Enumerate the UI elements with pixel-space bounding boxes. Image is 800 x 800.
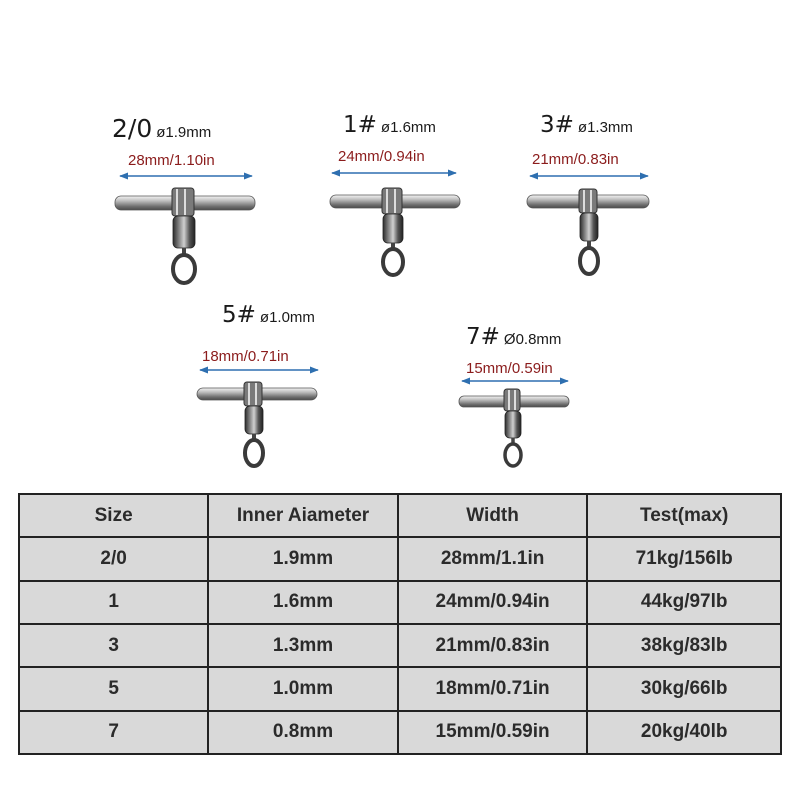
swivel-1-image: [330, 188, 460, 275]
swivel-width-label: 28mm/1.10in: [128, 152, 215, 169]
cell-size: 1: [19, 581, 208, 624]
cell-inner-diameter: 1.9mm: [208, 537, 397, 580]
size-text: 7#: [466, 324, 500, 350]
cell-test-max: 71kg/156lb: [587, 537, 781, 580]
cell-inner-diameter: 1.0mm: [208, 667, 397, 710]
cell-test-max: 30kg/66lb: [587, 667, 781, 710]
diameter-text: ø1.3mm: [577, 119, 633, 136]
cell-size: 7: [19, 711, 208, 754]
swivel-5-image: [197, 382, 317, 466]
table-row: [19, 537, 781, 580]
header-size: Size: [19, 494, 208, 537]
cell-inner-diameter: 1.3mm: [208, 624, 397, 667]
cell-width: 18mm/0.71in: [398, 667, 588, 710]
table-row: [19, 711, 781, 754]
cell-size: 5: [19, 667, 208, 710]
cell-inner-diameter: 0.8mm: [208, 711, 397, 754]
cell-width: 24mm/0.94in: [398, 581, 588, 624]
table-row: [19, 667, 781, 710]
cell-test-max: 38kg/83lb: [587, 624, 781, 667]
diameter-text: Ø0.8mm: [503, 331, 562, 348]
cell-width: 28mm/1.1in: [398, 537, 588, 580]
diameter-text: ø1.0mm: [259, 309, 315, 326]
size-text: 5#: [222, 302, 256, 328]
cell-width: 15mm/0.59in: [398, 711, 588, 754]
swivel-2-0-image: [115, 188, 255, 283]
swivel-3-image: [527, 189, 649, 274]
swivel-width-label: 18mm/0.71in: [202, 348, 289, 365]
table-row: [19, 624, 781, 667]
cell-test-max: 20kg/40lb: [587, 711, 781, 754]
size-text: 3#: [540, 112, 574, 138]
cell-inner-diameter: 1.6mm: [208, 581, 397, 624]
swivel-width-label: 24mm/0.94in: [338, 148, 425, 165]
cell-size: 3: [19, 624, 208, 667]
swivel-7-image: [459, 389, 569, 466]
table-header-row: [19, 494, 781, 537]
cell-size: 2/0: [19, 537, 208, 580]
spec-table: [18, 493, 782, 755]
header-test-max: Test(max): [587, 494, 781, 537]
cell-test-max: 44kg/97lb: [587, 581, 781, 624]
cell-width: 21mm/0.83in: [398, 624, 588, 667]
table-row: [19, 581, 781, 624]
swivel-width-label: 21mm/0.83in: [532, 151, 619, 168]
header-inner-diameter: Inner Aiameter: [208, 494, 397, 537]
diameter-text: ø1.9mm: [156, 124, 212, 141]
size-text: 1#: [343, 112, 377, 138]
size-text: 2/0: [112, 114, 153, 143]
swivel-width-label: 15mm/0.59in: [466, 360, 553, 377]
diameter-text: ø1.6mm: [380, 119, 436, 136]
header-width: Width: [398, 494, 588, 537]
